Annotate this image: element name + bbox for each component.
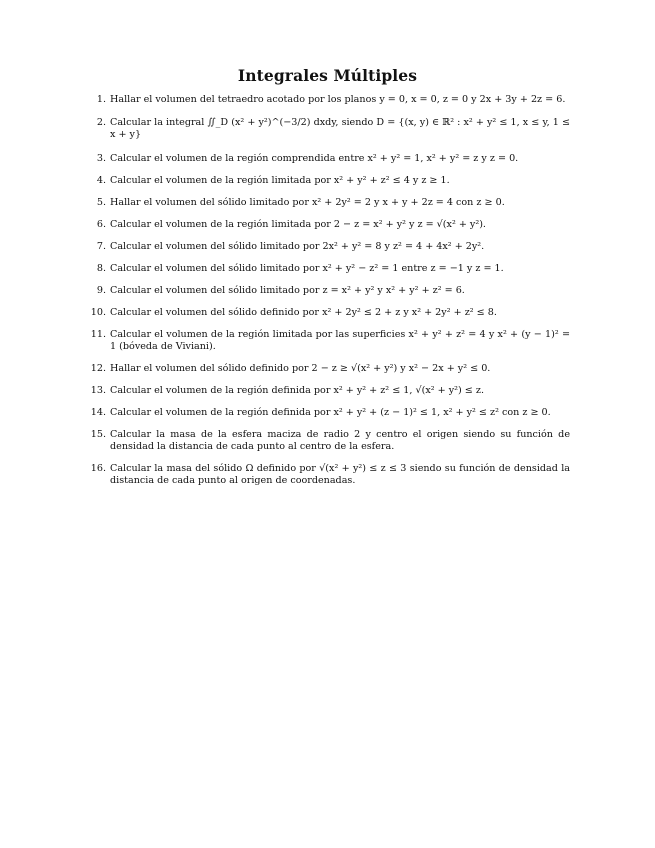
problem-text: Hallar el volumen del tetraedro acotado por los planos y = 0, x = 0, z = 0 y 2x + 3y + 2z = 6. — [110, 94, 566, 105]
problem-number: 1. — [96, 94, 106, 105]
problem-item — [92, 241, 570, 253]
problem-text: Calcular la integral ∬_D (x² + y²)^(−3/2) dxdy, siendo D = {(x, y) ∈ ℝ² : x² + y² ≤ 1, x ≤ y, 1 ≤ x + y} — [110, 117, 570, 140]
problem-item — [92, 407, 570, 419]
problem-text: Calcular la masa del sólido Ω definido por √(x² + y²) ≤ z ≤ 3 siendo su función de densidad la distancia de cada punto al origen de coordenadas. — [110, 463, 570, 486]
problem-number: 13. — [90, 385, 106, 396]
problem-item — [92, 94, 570, 106]
problem-item — [92, 219, 570, 231]
problem-item — [92, 329, 570, 353]
problem-number: 4. — [96, 175, 106, 186]
problem-number: 11. — [90, 329, 106, 340]
problem-item — [92, 463, 570, 487]
problem-number: 2. — [96, 117, 106, 128]
problem-text: Calcular el volumen de la región limitada por x² + y² + z² ≤ 4 y z ≥ 1. — [110, 175, 450, 186]
problem-number: 6. — [96, 219, 106, 230]
problem-item — [92, 363, 570, 375]
problem-item — [92, 197, 570, 209]
problem-item — [92, 429, 570, 453]
problem-text: Calcular el volumen del sólido limitado por x² + y² − z² = 1 entre z = −1 y z = 1. — [110, 263, 504, 274]
problem-item — [92, 285, 570, 297]
problem-text: Calcular el volumen de la región comprendida entre x² + y² = 1, x² + y² = z y z = 0. — [110, 153, 519, 164]
problem-item — [92, 385, 570, 397]
problem-number: 5. — [96, 197, 106, 208]
problem-text: Calcular el volumen de la región limitada por 2 − z = x² + y² y z = √(x² + y²). — [110, 219, 486, 230]
page-title: Integrales Múltiples — [237, 66, 418, 85]
problem-item — [92, 175, 570, 187]
problem-item — [92, 117, 570, 141]
problem-item — [92, 263, 570, 275]
problem-list — [92, 94, 570, 487]
problem-text: Calcular el volumen del sólido limitado por 2x² + y² = 8 y z² = 4 + 4x² + 2y². — [110, 241, 485, 252]
problem-number: 9. — [96, 285, 106, 296]
problem-number: 7. — [96, 241, 106, 252]
problem-text: Calcular el volumen del sólido definido por x² + 2y² ≤ 2 + z y x² + 2y² + z² ≤ 8. — [110, 307, 497, 318]
problem-item — [92, 307, 570, 319]
problem-text: Calcular la masa de la esfera maciza de radio 2 y centro el origen siendo su función de densidad la distancia de cada punto al centro de la esfera. — [110, 429, 570, 452]
problem-item — [92, 153, 570, 165]
problem-text: Calcular el volumen de la región definida por x² + y² + z² ≤ 1, √(x² + y²) ≤ z. — [110, 385, 484, 396]
problem-number: 10. — [90, 307, 106, 318]
problem-number: 16. — [90, 463, 106, 474]
problem-number: 8. — [96, 263, 106, 274]
problem-number: 15. — [90, 429, 106, 440]
problem-text: Hallar el volumen del sólido definido por 2 − z ≥ √(x² + y²) y x² − 2x + y² ≤ 0. — [110, 363, 491, 374]
problem-number: 14. — [90, 407, 106, 418]
problem-text: Hallar el volumen del sólido limitado por x² + 2y² = 2 y x + y + 2z = 4 con z ≥ 0. — [110, 197, 505, 208]
problem-text: Calcular el volumen del sólido limitado por z = x² + y² y x² + y² + z² = 6. — [110, 285, 465, 296]
problem-text: Calcular el volumen de la región definida por x² + y² + (z − 1)² ≤ 1, x² + y² ≤ z² con z ≥ 0. — [110, 407, 551, 418]
problem-number: 3. — [96, 153, 106, 164]
problem-number: 12. — [90, 363, 106, 374]
problem-text: Calcular el volumen de la región limitada por las superficies x² + y² + z² = 4 y x² + (y − 1)² = 1 (bóveda de Viviani). — [110, 329, 570, 352]
